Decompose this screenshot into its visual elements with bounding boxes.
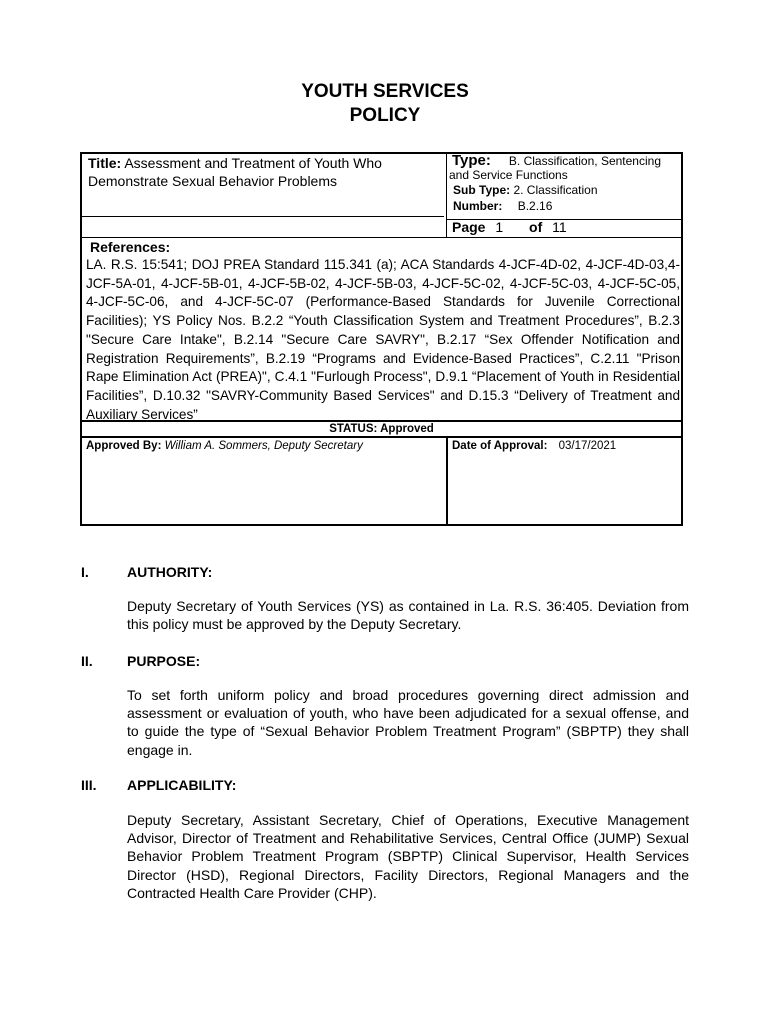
policy-header-table [80,152,683,526]
document-title [0,80,770,128]
title-text: Assessment and Treatment of Youth Who Demonstrate Sexual Behavior Problems [88,155,382,189]
section-number: II. [81,653,93,669]
document-title-line-1: YOUTH SERVICES [301,81,469,102]
subtype-value: 2. Classification [513,183,598,197]
number-label: Number: [453,199,503,213]
total-pages: 11 [552,219,567,235]
status-value: Approved [380,423,434,435]
document-title-line-2: POLICY [349,105,421,126]
type-value-line-2: and Service Functions [449,168,568,182]
references-label: References: [90,239,171,255]
number-value: B.2.16 [517,199,553,213]
section-number: III. [81,777,97,793]
status-label: STATUS: [329,423,378,435]
table-divider [82,436,681,438]
title-cell [88,154,444,190]
section-number: I. [81,564,89,580]
subtype-label: Sub Type: [453,183,511,197]
status-row [82,422,681,436]
date-of-approval-cell [452,439,680,453]
page-number: 1 [495,219,504,235]
of-label: of [529,219,543,235]
title-label: Title: [88,155,122,171]
section-heading: APPLICABILITY: [127,777,237,793]
table-divider [82,216,444,217]
type-value-line-1: B. Classification, Sentencing [508,154,661,168]
approved-by-value: William A. Sommers, Deputy Secretary [164,440,363,452]
approved-by-cell [86,439,442,453]
approved-by-label: Approved By: [86,440,162,452]
references-text: LA. R.S. 15:541; DOJ PREA Standard 115.341 (a); ACA Standards 4-JCF-4D-02, 4-JCF-4D-03,4-JCF-5A-01, 4-JCF-5B-01, 4-JCF-5B-02, 4-JCF-5B-03, 4-JCF-5C-02, 4-JCF-5C-03, 4-JCF-5C-05, 4-JCF-5C-06, and 4-JCF-5C-07 (Performance-Based Standards for Juvenile Correctional Facilities); YS Policy Nos. B.2.2 “Youth Classification System and Treatment Procedures”, B.2.3 "Secure Care Intake", B.2.14 "Secure Care SAVRY", B.2.17 “Sex Offender Notification and Registration Requirements”, B.2.19 “Programs and Evidence-Based Practices”, C.2.11 "Prison Rape Elimination Act (PREA)", C.4.1 "Furlough Process", D.9.1 “Placement of Youth in Residential Facilities”, D.10.32 "SAVRY-Community Based Services" and D.15.3 “Delivery of Treatment and Auxiliary Services” [86,257,680,422]
type-cell [449,152,684,236]
table-divider [446,436,448,526]
page-indicator [452,218,684,236]
section-body: To set forth uniform policy and broad procedures governing direct admission and assessment or evaluation of youth, who have been adjudicated for a sexual offense, and to guide the type of “Sexual Behavior Problem Treatment Program” (SBPTP) they shall engage in. [127,687,689,758]
section-body: Deputy Secretary, Assistant Secretary, Chief of Operations, Executive Management Advisor, Director of Treatment and Rehabilitative Services, Central Office (JUMP) Sexual Behavior Problem Treatment Program (SBPTP) Clinical Supervisor, Health Services Director (HSD), Regional Directors, Facility Directors, Regional Managers and the Contracted Health Care Provider (CHP). [127,812,689,901]
table-divider [446,154,447,238]
page-label: Page [452,219,486,235]
date-of-approval-value: 03/17/2021 [558,440,617,452]
date-of-approval-label: Date of Approval: [452,440,548,452]
references-cell [86,238,680,424]
section-body: Deputy Secretary of Youth Services (YS) as contained in La. R.S. 36:405. Deviation from this policy must be approved by the Deputy Secretary. [127,598,689,633]
section-heading: AUTHORITY: [127,564,213,580]
type-label: Type: [452,152,491,169]
section-heading: PURPOSE: [127,653,201,669]
